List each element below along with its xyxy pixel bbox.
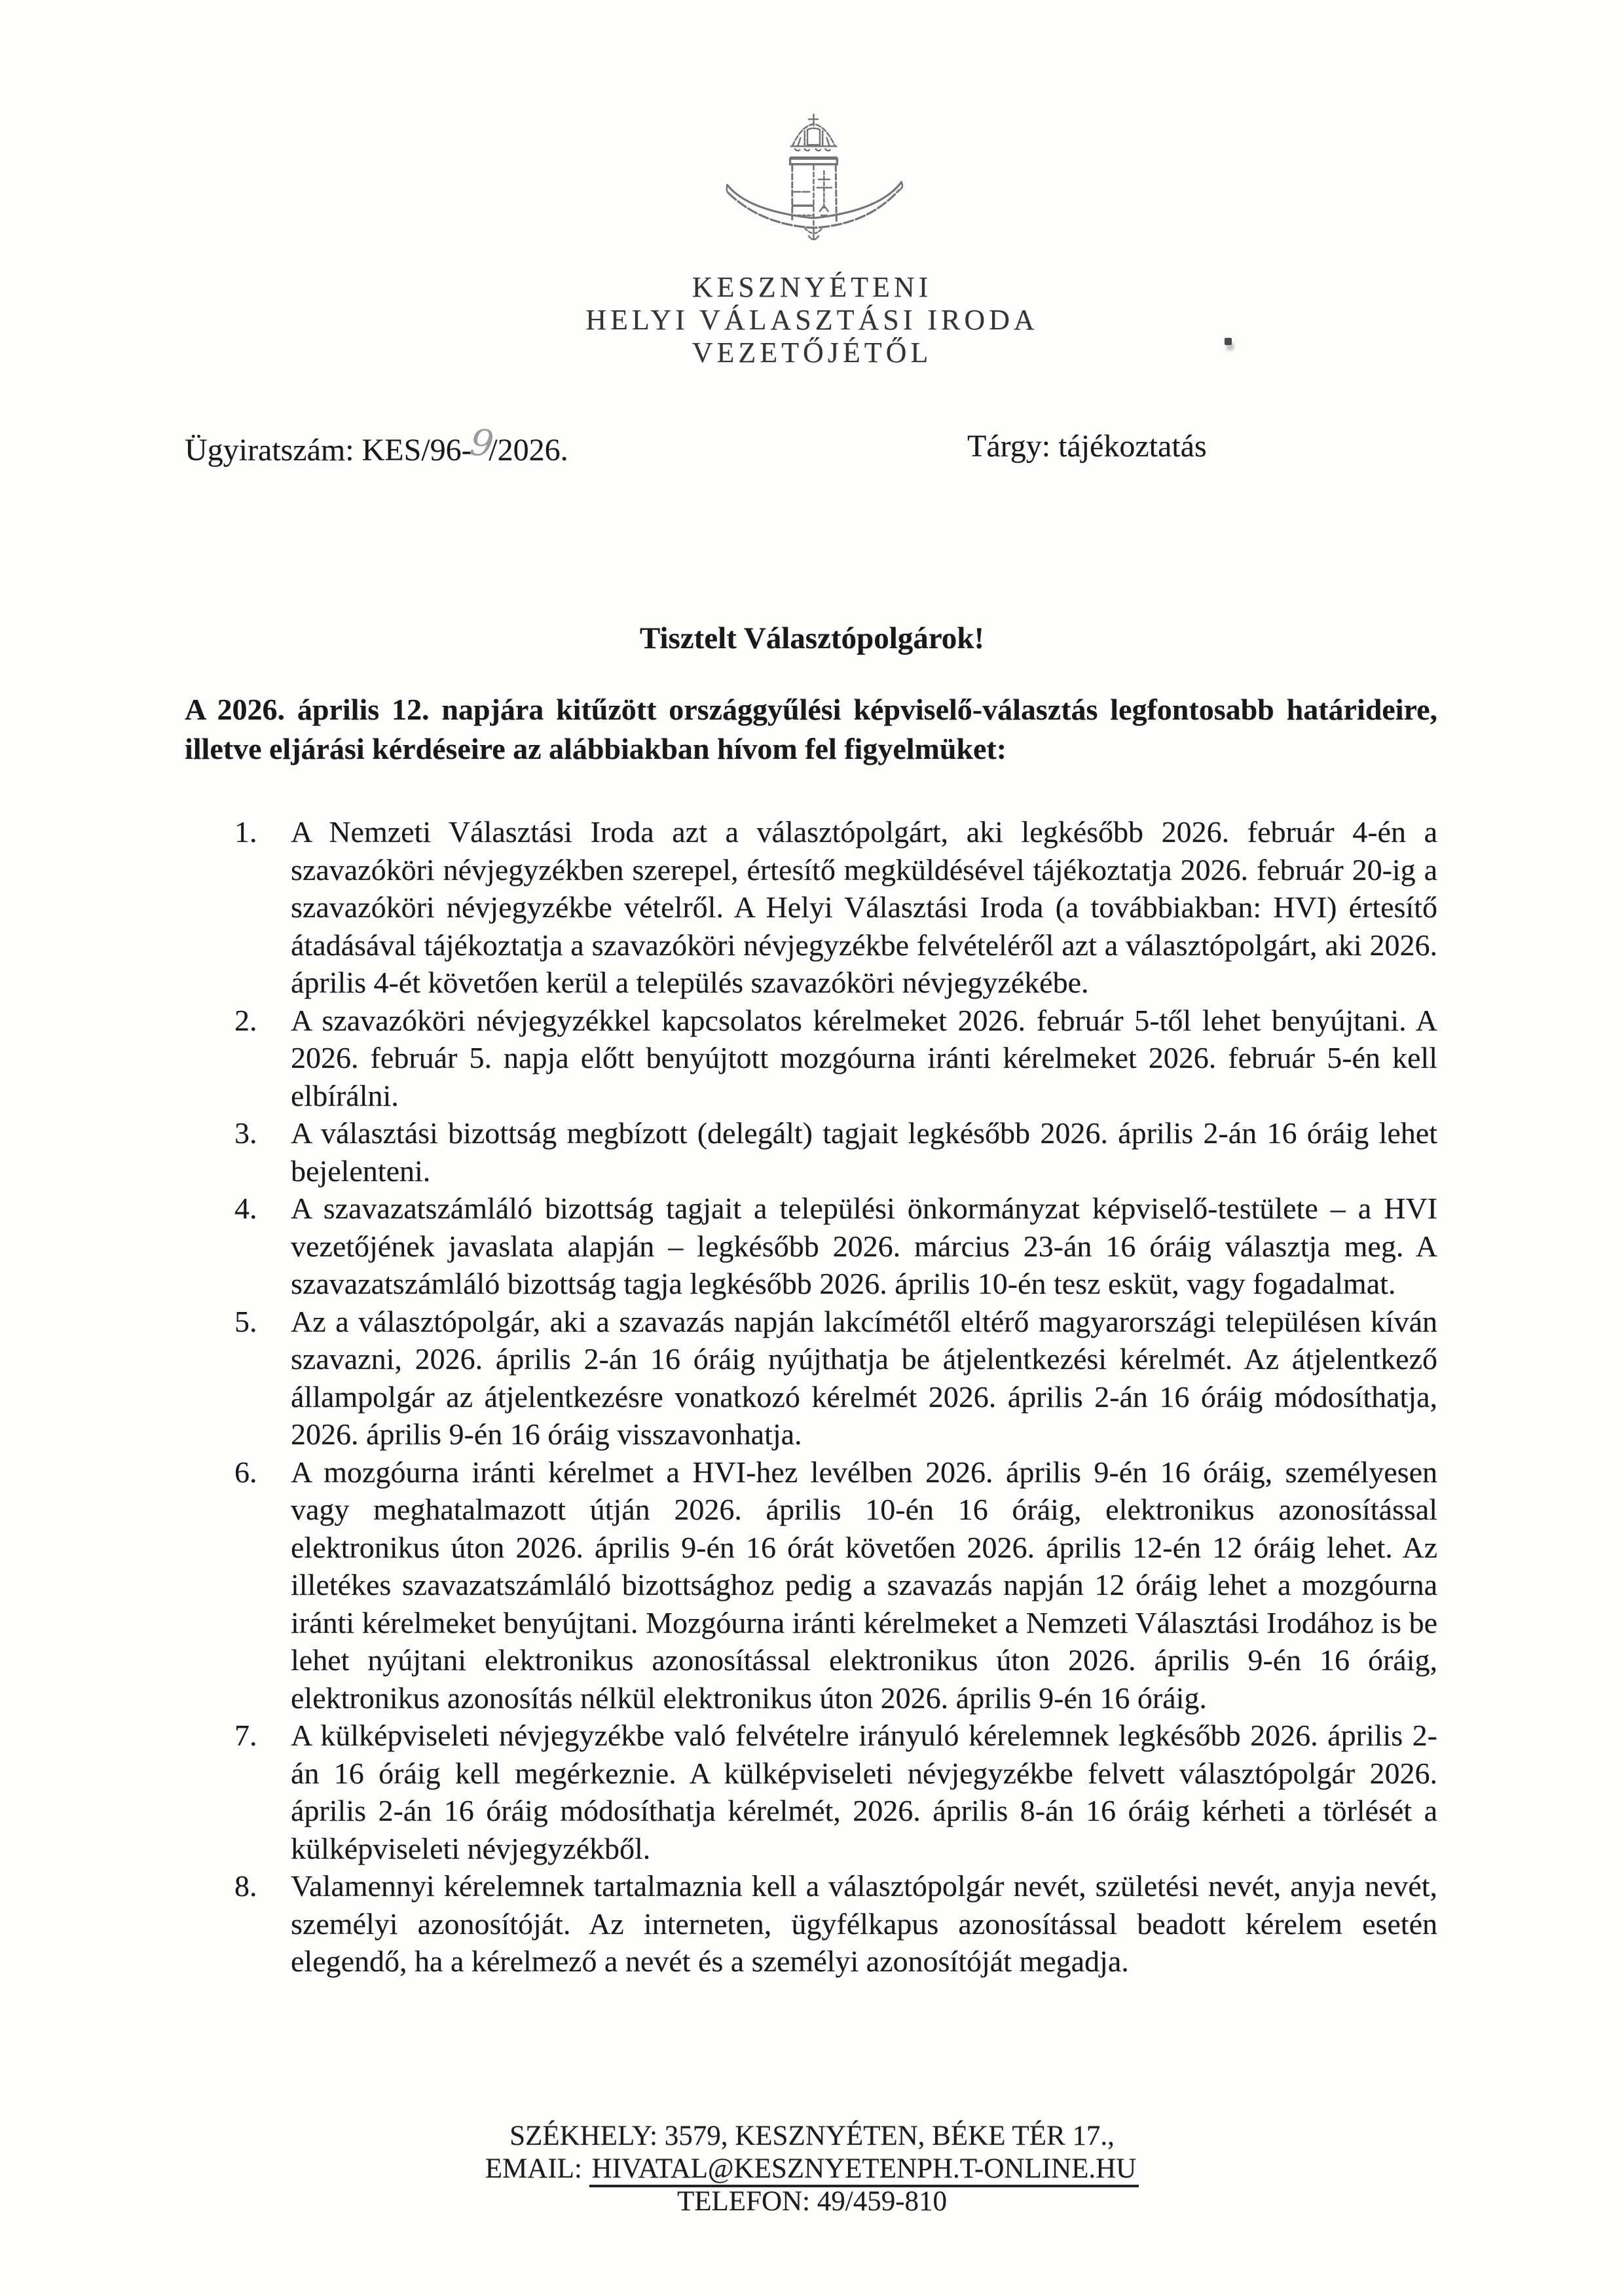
list-item-text: A mozgóurna iránti kérelmet a HVI-hez levélben 2026. április 9-én 16 óráig, személyesen vagy meghatalmazott útján 2026. április 10-én 16 óráig, elektronikus azonosítással elektronikus úton 2026. április 9-én 16 órát követően 2026. április 12-én 12 óráig lehet. Az illetékes szavazatszámláló bizottsághoz pedig a szavazás napján 12 óráig lehet a mozgóurna iránti kérelmeket benyújtani. Mozgóurna iránti kérelmeket a Nemzeti Választási Irodához is be lehet nyújtani elektronikus azonosítással elektronikus úton 2026. április 9-én 16 óráig, elektronikus azonosítás nélkül elektronikus úton 2026. április 9-én 16 óráig. bbox=[291, 1455, 1437, 1715]
letterhead bbox=[0, 271, 1624, 369]
footer-email: HIVATAL@KESZNYETENPH.T-ONLINE.HU bbox=[589, 2153, 1139, 2187]
list-item bbox=[234, 1453, 1437, 1717]
list-item bbox=[234, 1717, 1437, 1867]
footer-address: SZÉKHELY: 3579, KESZNYÉTEN, BÉKE TÉR 17., bbox=[509, 2121, 1115, 2151]
list-item-number: 2. bbox=[234, 1003, 257, 1037]
footer-email-line bbox=[0, 2153, 1624, 2185]
case-number-suffix: /2026. bbox=[489, 433, 568, 467]
deadline-list bbox=[185, 813, 1437, 1980]
list-item bbox=[234, 1190, 1437, 1303]
list-item-number: 7. bbox=[234, 1719, 257, 1752]
list-item bbox=[234, 1867, 1437, 1980]
coat-of-arms-emblem bbox=[720, 110, 907, 249]
list-item-text: A szavazóköri névjegyzékkel kapcsolatos kérelmeket 2026. február 5-től lehet benyújtani. A 2026. február 5. napja előtt benyújtott mozgóurna iránti kérelmeket 2026. február 5-én kell elbírálni. bbox=[291, 1003, 1437, 1112]
list-item-text: A választási bizottság megbízott (delegált) tagjait legkésőbb 2026. április 2-án 16 óráig lehet bejelenteni. bbox=[291, 1116, 1437, 1188]
reference-row bbox=[185, 421, 1435, 473]
handwritten-number: 9 bbox=[467, 421, 496, 466]
footer bbox=[0, 2120, 1624, 2218]
intro-paragraph: A 2026. április 12. napjára kitűzött országgyűlési képviselő-választás legfontosabb határideire, illetve eljárási kérdéseire az alábbiakban hívom fel figyelmüket: bbox=[185, 693, 1437, 765]
list-item-number: 4. bbox=[234, 1192, 257, 1225]
letterhead-office-name: KESZNYÉTENI bbox=[692, 271, 932, 303]
letterhead-office-role: VEZETŐJÉTŐL bbox=[692, 337, 932, 369]
list-item-text: A külképviseleti névjegyzékbe való felvételre irányuló kérelemnek legkésőbb 2026. április 2-án 16 óráig kell megérkeznie. A külképviseleti névjegyzékbe felvett választópolgár 2026. április 2-án 16 óráig módosíthatja kérelmét, 2026. április 8-án 16 óráig kérheti a törlését a külképviseleti névjegyzékből. bbox=[291, 1719, 1437, 1865]
list-item-number: 8. bbox=[234, 1869, 257, 1903]
list-item-text: A szavazatszámláló bizottság tagjait a települési önkormányzat képviselő-testülete – a HVI vezetőjének javaslata alapján – legkésőbb 2026. március 23-án 16 óráig választja meg. A szavazatszámláló bizottság tagja legkésőbb 2026. április 10-én tesz esküt, vagy fogadalmat. bbox=[291, 1192, 1437, 1300]
list-item-number: 5. bbox=[234, 1304, 257, 1338]
list-item-number: 1. bbox=[234, 815, 257, 848]
list-item-text: A Nemzeti Választási Iroda azt a választópolgárt, aki legkésőbb 2026. február 4-én a szavazóköri névjegyzékben szerepel, értesítő megküldésével tájékoztatja 2026. február 20-ig a szavazóköri névjegyzékbe vételről. A Helyi Választási Iroda (a továbbiakban: HVI) értesítő átadásával tájékoztatja a szavazóköri névjegyzékbe felvételéről azt a választópolgárt, aki 2026. április 4-ét követően kerül a település szavazóköri névjegyzékébe. bbox=[291, 815, 1437, 999]
list-item-number: 6. bbox=[234, 1455, 257, 1489]
subject-line: Tárgy: tájékoztatás bbox=[967, 429, 1207, 464]
case-number-label: Ügyiratszám: KES/96- bbox=[185, 433, 472, 467]
list-item-text: Az a választópolgár, aki a szavazás napján lakcímétől eltérő magyarországi településen kíván szavazni, 2026. április 2-án 16 óráig nyújthatja be átjelentkezési kérelmét. Az átjelentkező állampolgár az átjelentkezésre vonatkozó kérelmét 2026. április 2-án 16 óráig módosíthatja, 2026. április 9-én 16 óráig visszavonhatja. bbox=[291, 1304, 1437, 1451]
list-item-text: Valamennyi kérelemnek tartalmaznia kell a választópolgár nevét, születési nevét, anyja nevét, személyi azonosítóját. Az interneten, ügyfélkapus azonosítással beadott kérelem esetén elegendő, ha a kérelmező a nevét és a személyi azonosítóját megadja. bbox=[291, 1869, 1437, 1978]
list-item-number: 3. bbox=[234, 1116, 257, 1150]
footer-phone: TELEFON: 49/459-810 bbox=[676, 2186, 948, 2217]
list-item bbox=[234, 813, 1437, 1002]
letterhead-office-type: HELYI VÁLASZTÁSI IRODA bbox=[585, 304, 1039, 336]
list-item bbox=[234, 1114, 1437, 1190]
case-number bbox=[185, 421, 568, 469]
footer-email-label: EMAIL: bbox=[485, 2153, 589, 2184]
list-item bbox=[234, 1002, 1437, 1115]
list-item bbox=[234, 1303, 1437, 1453]
salutation-title: Tisztelt Választópolgárok! bbox=[639, 621, 985, 655]
scan-speck bbox=[1225, 338, 1232, 345]
